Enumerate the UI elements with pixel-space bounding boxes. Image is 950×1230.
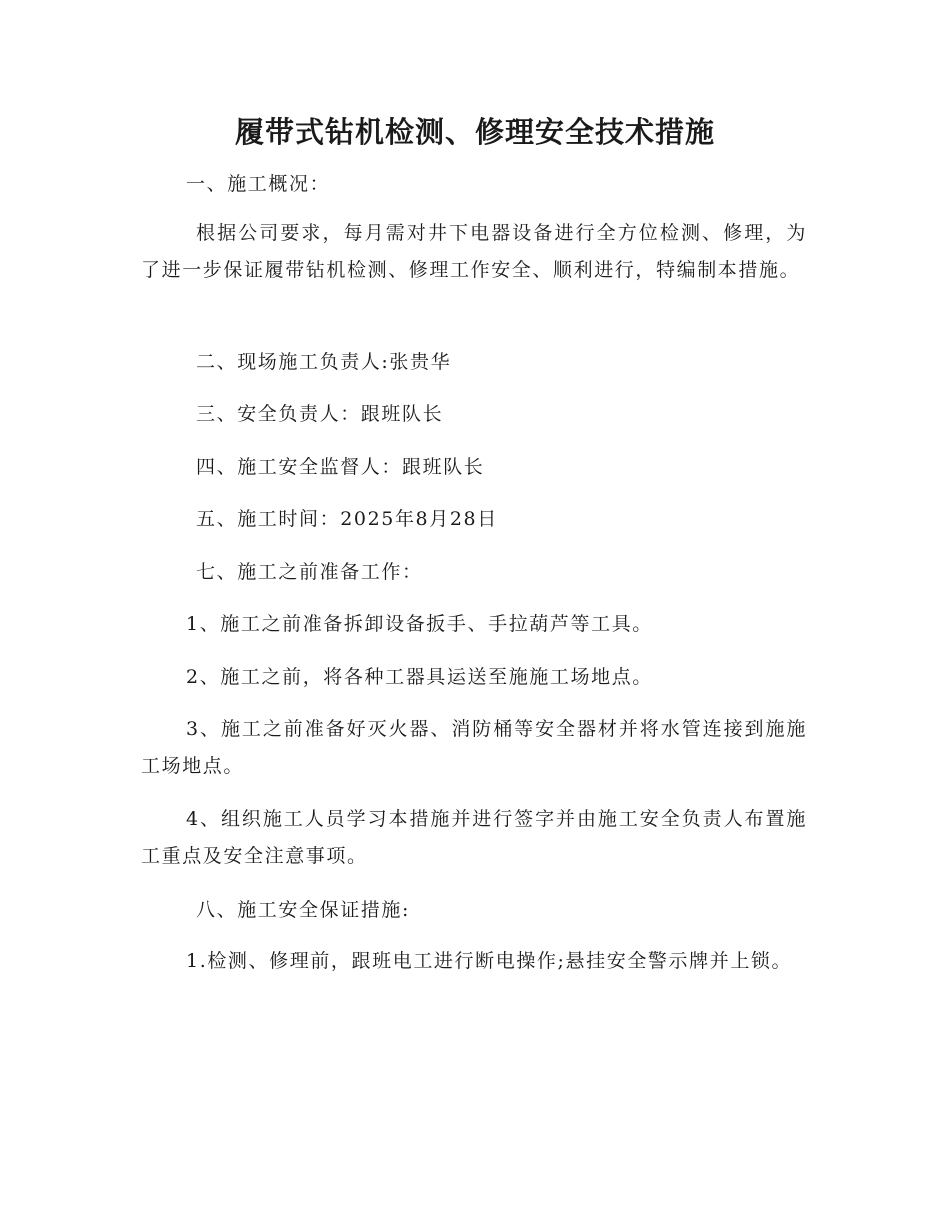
prep-item: 4、组织施工人员学习本措施并进行签字并由施工安全负责人布置施工重点及安全注意事项。 — [141, 808, 807, 867]
section-1-heading: 一、施工概况： — [186, 173, 331, 195]
section-3-safety-leader: 三、安全负责人：跟班队长 — [196, 403, 444, 425]
prep-item: 2、施工之前，将各种工器具运送至施施工场地点。 — [186, 666, 653, 688]
section-8-heading: 八、施工安全保证措施: — [196, 899, 411, 921]
prep-item: 1、施工之前准备拆卸设备扳手、手拉葫芦等工具。 — [186, 613, 653, 635]
section-1-body: 根据公司要求，每月需对井下电器设备进行全方位检测、修理，为了进一步保证履带钻机检测、修理工作安全、顺利进行，特编制本措施。 — [141, 222, 807, 281]
document-title: 履带式钻机检测、修理安全技术措施 — [234, 115, 715, 149]
section-2-site-leader: 二、现场施工负责人:张贵华 — [196, 351, 452, 373]
section-5-construction-time: 五、施工时间：2025年8月28日 — [196, 508, 498, 530]
safety-item: 1.检测、修理前，跟班电工进行断电操作;悬挂安全警示牌并上锁。 — [186, 950, 793, 972]
section-7-heading: 七、施工之前准备工作： — [196, 561, 423, 583]
prep-item: 3、施工之前准备好灭火器、消防桶等安全器材并将水管连接到施施工场地点。 — [141, 718, 807, 777]
section-4-safety-supervisor: 四、施工安全监督人：跟班队长 — [196, 456, 485, 478]
